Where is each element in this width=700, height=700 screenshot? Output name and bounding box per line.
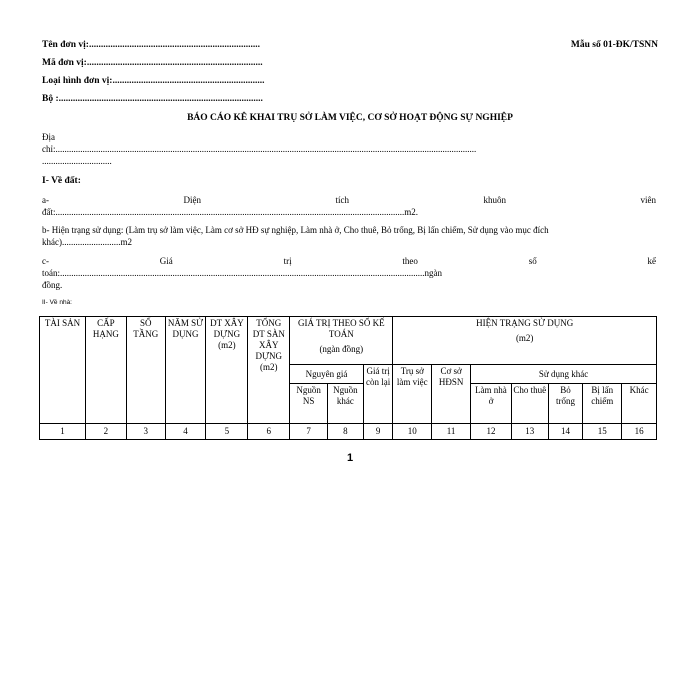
header-book-value-unit: (ngàn đồng) (319, 344, 364, 354)
header-encroached: Bị lấn chiếm (583, 384, 622, 424)
address-line-continued: ............................... (42, 156, 112, 166)
land-area-line: đất:...........................................................................................................................................................m2. (42, 207, 418, 217)
page-number: 1 (346, 452, 354, 464)
column-number: 15 (583, 424, 622, 440)
word: trị (283, 256, 292, 266)
header-original-cost: Nguyên giá (290, 365, 364, 384)
unit-type-field: Loại hình đơn vị:................................................................ (42, 76, 265, 86)
header-hdsn: Cơ sở HĐSN (432, 365, 471, 424)
unit-name-field: Tên đơn vị:........................................................................ (42, 40, 260, 50)
header-book-value-label: GIÁ TRỊ THEO SỔ KẾ TOÁN (297, 318, 385, 339)
column-number: 4 (165, 424, 206, 440)
unit-code-field: Mã đơn vị:.......................................................................... (42, 58, 263, 68)
column-number: 1 (40, 424, 86, 440)
word: c- (42, 256, 49, 266)
house-table (39, 316, 657, 440)
column-number: 10 (393, 424, 432, 440)
header-area: DT XÂY DỰNG (m2) (206, 317, 248, 424)
header-grade: CẤP HẠNG (85, 317, 126, 424)
header-book-value (290, 317, 393, 365)
header-state-budget: Nguồn NS (290, 384, 328, 424)
word: theo (402, 256, 418, 266)
column-number: 13 (511, 424, 548, 440)
header-usage-status-unit: (m2) (515, 333, 534, 343)
column-number: 8 (328, 424, 364, 440)
land-usage-line-continued: khác)..........................m2 (42, 237, 132, 247)
address-line: chỉ:........................................................................................................................................................................................... (42, 144, 477, 154)
column-number: 16 (622, 424, 657, 440)
house-section-heading: II- Về nhà: (42, 299, 72, 306)
column-number: 11 (432, 424, 471, 440)
header-year: NĂM SỬ DỤNG (165, 317, 206, 424)
land-area-label (42, 195, 656, 205)
word: số (528, 256, 537, 266)
form-number: Mẫu số 01-ĐK/TSNN (570, 40, 658, 50)
header-floors: SỐ TẦNG (126, 317, 165, 424)
header-asset: TÀI SẢN (40, 317, 86, 424)
word: Diện (183, 195, 201, 205)
word: kế (647, 256, 656, 266)
word: Giá (159, 256, 173, 266)
land-section-heading: I- Về đất: (42, 176, 81, 186)
land-value-unit: đồng. (42, 280, 63, 290)
document-title: BÁO CÁO KÊ KHAI TRỤ SỞ LÀM VIỆC, CƠ SỞ HOẠT ĐỘNG SỰ NGHIỆP (187, 113, 513, 123)
header-usage-status-label: HIỆN TRẠNG SỬ DỤNG (476, 318, 574, 328)
land-value-line: toán:..................................................................................................................................................................ngàn (42, 268, 442, 278)
header-housing: Làm nhà ở (471, 384, 512, 424)
word: khuôn (483, 195, 506, 205)
land-value-label (42, 256, 656, 266)
land-usage-line: b- Hiện trạng sử dụng: (Làm trụ sở làm việc, Làm cơ sở HĐ sự nghiệp, Làm nhà ở, Cho thuê, Bỏ trống, Bị lấn chiếm, Sử dụng vào mục đích (42, 225, 549, 235)
header-remaining-value: Giá trị còn lại (363, 365, 393, 424)
word: a- (42, 195, 49, 205)
column-number: 6 (248, 424, 290, 440)
column-number: 3 (126, 424, 165, 440)
column-number: 14 (548, 424, 583, 440)
column-number: 5 (206, 424, 248, 440)
header-office: Trụ sở làm việc (393, 365, 432, 424)
header-total-area: TỔNG DT SÀN XÂY DỰNG (m2) (248, 317, 290, 424)
address-label: Địa (42, 132, 55, 142)
column-number: 7 (290, 424, 328, 440)
header-other-source: Nguồn khác (328, 384, 364, 424)
header-other: Khác (622, 384, 657, 424)
column-number: 9 (363, 424, 393, 440)
header-rent: Cho thuê (511, 384, 548, 424)
word: tích (335, 195, 349, 205)
column-number: 2 (85, 424, 126, 440)
column-number: 12 (471, 424, 512, 440)
header-empty: Bỏ trống (548, 384, 583, 424)
word: viên (640, 195, 656, 205)
header-usage-status (393, 317, 657, 365)
ministry-field: Bộ :...................................................................................... (42, 94, 263, 104)
header-other-use: Sử dụng khác (471, 365, 657, 384)
